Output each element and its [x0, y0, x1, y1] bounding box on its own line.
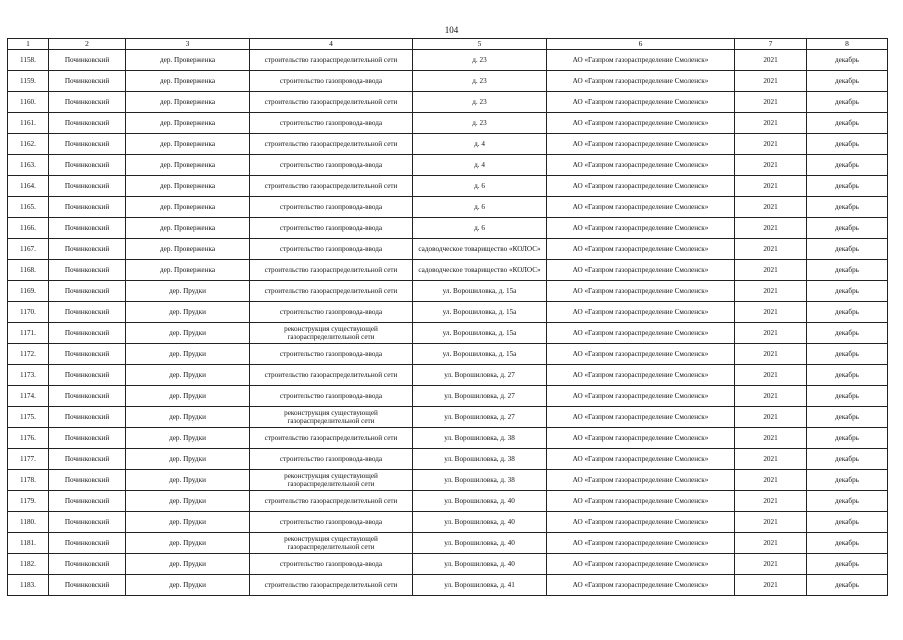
- organization-cell: АО «Газпром газораспределение Смоленск»: [547, 365, 735, 386]
- work-type-cell: строительство газопровода-ввода: [250, 239, 413, 260]
- column-header: 2: [49, 39, 126, 50]
- work-type-cell: строительство газопровода-ввода: [250, 449, 413, 470]
- month-cell: декабрь: [807, 575, 888, 596]
- row-number: 1165.: [8, 197, 49, 218]
- month-cell: декабрь: [807, 554, 888, 575]
- address-cell: ул. Ворошиловка, д. 27: [413, 365, 547, 386]
- settlement-cell: дер. Прудки: [126, 428, 250, 449]
- month-cell: декабрь: [807, 50, 888, 71]
- address-cell: д. 23: [413, 113, 547, 134]
- district-cell: Починковский: [49, 344, 126, 365]
- work-type-cell: строительство газораспределительной сети: [250, 575, 413, 596]
- row-number: 1173.: [8, 365, 49, 386]
- settlement-cell: дер. Прудки: [126, 449, 250, 470]
- year-cell: 2021: [735, 281, 807, 302]
- organization-cell: АО «Газпром газораспределение Смоленск»: [547, 113, 735, 134]
- year-cell: 2021: [735, 302, 807, 323]
- settlement-cell: дер. Проверженка: [126, 134, 250, 155]
- organization-cell: АО «Газпром газораспределение Смоленск»: [547, 260, 735, 281]
- district-cell: Починковский: [49, 260, 126, 281]
- address-cell: ул. Ворошиловка, д. 41: [413, 575, 547, 596]
- year-cell: 2021: [735, 176, 807, 197]
- column-header: 3: [126, 39, 250, 50]
- year-cell: 2021: [735, 323, 807, 344]
- settlement-cell: дер. Прудки: [126, 365, 250, 386]
- address-cell: д. 6: [413, 176, 547, 197]
- table-row: [8, 239, 888, 260]
- row-number: 1181.: [8, 533, 49, 554]
- year-cell: 2021: [735, 386, 807, 407]
- table-row: [8, 512, 888, 533]
- column-header: 5: [413, 39, 547, 50]
- table-row: [8, 554, 888, 575]
- year-cell: 2021: [735, 533, 807, 554]
- month-cell: декабрь: [807, 470, 888, 491]
- row-number: 1183.: [8, 575, 49, 596]
- organization-cell: АО «Газпром газораспределение Смоленск»: [547, 323, 735, 344]
- month-cell: декабрь: [807, 176, 888, 197]
- month-cell: декабрь: [807, 344, 888, 365]
- organization-cell: АО «Газпром газораспределение Смоленск»: [547, 281, 735, 302]
- organization-cell: АО «Газпром газораспределение Смоленск»: [547, 428, 735, 449]
- district-cell: Починковский: [49, 50, 126, 71]
- organization-cell: АО «Газпром газораспределение Смоленск»: [547, 554, 735, 575]
- table-row: [8, 470, 888, 491]
- district-cell: Починковский: [49, 512, 126, 533]
- column-header: 7: [735, 39, 807, 50]
- table-row: [8, 449, 888, 470]
- settlement-cell: дер. Прудки: [126, 470, 250, 491]
- work-type-cell: строительство газораспределительной сети: [250, 365, 413, 386]
- year-cell: 2021: [735, 407, 807, 428]
- work-type-cell: реконструкция существующей газораспределительной сети: [250, 470, 413, 491]
- table-row: [8, 491, 888, 512]
- table-row: [8, 134, 888, 155]
- district-cell: Починковский: [49, 113, 126, 134]
- district-cell: Починковский: [49, 575, 126, 596]
- address-cell: д. 4: [413, 134, 547, 155]
- row-number: 1180.: [8, 512, 49, 533]
- work-type-cell: строительство газораспределительной сети: [250, 50, 413, 71]
- organization-cell: АО «Газпром газораспределение Смоленск»: [547, 407, 735, 428]
- district-cell: Починковский: [49, 428, 126, 449]
- work-type-cell: строительство газопровода-ввода: [250, 554, 413, 575]
- settlement-cell: дер. Проверженка: [126, 50, 250, 71]
- row-number: 1182.: [8, 554, 49, 575]
- district-cell: Починковский: [49, 134, 126, 155]
- work-type-cell: реконструкция существующей газораспределительной сети: [250, 533, 413, 554]
- settlement-cell: дер. Прудки: [126, 533, 250, 554]
- table-row: [8, 323, 888, 344]
- row-number: 1161.: [8, 113, 49, 134]
- settlement-cell: дер. Прудки: [126, 302, 250, 323]
- district-cell: Починковский: [49, 155, 126, 176]
- organization-cell: АО «Газпром газораспределение Смоленск»: [547, 344, 735, 365]
- year-cell: 2021: [735, 155, 807, 176]
- address-cell: ул. Ворошиловка, д. 40: [413, 533, 547, 554]
- settlement-cell: дер. Прудки: [126, 491, 250, 512]
- address-cell: д. 23: [413, 92, 547, 113]
- column-header: 4: [250, 39, 413, 50]
- year-cell: 2021: [735, 71, 807, 92]
- month-cell: декабрь: [807, 365, 888, 386]
- organization-cell: АО «Газпром газораспределение Смоленск»: [547, 155, 735, 176]
- organization-cell: АО «Газпром газораспределение Смоленск»: [547, 302, 735, 323]
- month-cell: декабрь: [807, 260, 888, 281]
- district-cell: Починковский: [49, 71, 126, 92]
- month-cell: декабрь: [807, 281, 888, 302]
- district-cell: Починковский: [49, 386, 126, 407]
- row-number: 1172.: [8, 344, 49, 365]
- district-cell: Починковский: [49, 176, 126, 197]
- row-number: 1163.: [8, 155, 49, 176]
- settlement-cell: дер. Проверженка: [126, 113, 250, 134]
- work-type-cell: строительство газораспределительной сети: [250, 260, 413, 281]
- year-cell: 2021: [735, 134, 807, 155]
- table-row: [8, 197, 888, 218]
- table-row: [8, 386, 888, 407]
- settlement-cell: дер. Прудки: [126, 407, 250, 428]
- district-cell: Починковский: [49, 533, 126, 554]
- organization-cell: АО «Газпром газораспределение Смоленск»: [547, 197, 735, 218]
- address-cell: садоводческое товарищество «КОЛОС»: [413, 260, 547, 281]
- work-type-cell: строительство газопровода-ввода: [250, 386, 413, 407]
- row-number: 1159.: [8, 71, 49, 92]
- row-number: 1175.: [8, 407, 49, 428]
- month-cell: декабрь: [807, 197, 888, 218]
- address-cell: ул. Ворошиловка, д. 40: [413, 512, 547, 533]
- settlement-cell: дер. Проверженка: [126, 71, 250, 92]
- organization-cell: АО «Газпром газораспределение Смоленск»: [547, 92, 735, 113]
- work-type-cell: строительство газопровода-ввода: [250, 512, 413, 533]
- month-cell: декабрь: [807, 491, 888, 512]
- month-cell: декабрь: [807, 323, 888, 344]
- organization-cell: АО «Газпром газораспределение Смоленск»: [547, 512, 735, 533]
- table-row: [8, 260, 888, 281]
- table-row: [8, 302, 888, 323]
- table-row: [8, 176, 888, 197]
- district-cell: Починковский: [49, 365, 126, 386]
- row-number: 1169.: [8, 281, 49, 302]
- page-number: 104: [444, 25, 459, 35]
- district-cell: Починковский: [49, 197, 126, 218]
- row-number: 1166.: [8, 218, 49, 239]
- district-cell: Починковский: [49, 554, 126, 575]
- address-cell: ул. Ворошиловка, д. 15а: [413, 281, 547, 302]
- address-cell: д. 6: [413, 197, 547, 218]
- month-cell: декабрь: [807, 386, 888, 407]
- settlement-cell: дер. Прудки: [126, 323, 250, 344]
- settlement-cell: дер. Прудки: [126, 281, 250, 302]
- row-number: 1171.: [8, 323, 49, 344]
- table-row: [8, 365, 888, 386]
- work-type-cell: реконструкция существующей газораспределительной сети: [250, 407, 413, 428]
- month-cell: декабрь: [807, 239, 888, 260]
- settlement-cell: дер. Прудки: [126, 512, 250, 533]
- month-cell: декабрь: [807, 449, 888, 470]
- table-row: [8, 218, 888, 239]
- year-cell: 2021: [735, 113, 807, 134]
- year-cell: 2021: [735, 365, 807, 386]
- work-type-cell: строительство газопровода-ввода: [250, 302, 413, 323]
- table-row: [8, 281, 888, 302]
- district-cell: Починковский: [49, 407, 126, 428]
- settlement-cell: дер. Проверженка: [126, 239, 250, 260]
- settlement-cell: дер. Проверженка: [126, 155, 250, 176]
- table-row: [8, 71, 888, 92]
- settlement-cell: дер. Прудки: [126, 344, 250, 365]
- month-cell: декабрь: [807, 155, 888, 176]
- row-number: 1174.: [8, 386, 49, 407]
- district-cell: Починковский: [49, 302, 126, 323]
- organization-cell: АО «Газпром газораспределение Смоленск»: [547, 134, 735, 155]
- year-cell: 2021: [735, 239, 807, 260]
- month-cell: декабрь: [807, 113, 888, 134]
- table-row: [8, 533, 888, 554]
- row-number: 1160.: [8, 92, 49, 113]
- organization-cell: АО «Газпром газораспределение Смоленск»: [547, 218, 735, 239]
- header-row: [8, 39, 888, 50]
- row-number: 1167.: [8, 239, 49, 260]
- month-cell: декабрь: [807, 407, 888, 428]
- organization-cell: АО «Газпром газораспределение Смоленск»: [547, 533, 735, 554]
- table-row: [8, 155, 888, 176]
- month-cell: декабрь: [807, 134, 888, 155]
- work-type-cell: строительство газораспределительной сети: [250, 281, 413, 302]
- year-cell: 2021: [735, 575, 807, 596]
- work-type-cell: строительство газопровода-ввода: [250, 71, 413, 92]
- work-type-cell: строительство газопровода-ввода: [250, 155, 413, 176]
- settlement-cell: дер. Прудки: [126, 386, 250, 407]
- organization-cell: АО «Газпром газораспределение Смоленск»: [547, 71, 735, 92]
- year-cell: 2021: [735, 491, 807, 512]
- row-number: 1168.: [8, 260, 49, 281]
- organization-cell: АО «Газпром газораспределение Смоленск»: [547, 50, 735, 71]
- organization-cell: АО «Газпром газораспределение Смоленск»: [547, 470, 735, 491]
- table-row: [8, 428, 888, 449]
- address-cell: ул. Ворошиловка, д. 38: [413, 470, 547, 491]
- table-row: [8, 92, 888, 113]
- table-row: [8, 50, 888, 71]
- year-cell: 2021: [735, 449, 807, 470]
- address-cell: д. 6: [413, 218, 547, 239]
- organization-cell: АО «Газпром газораспределение Смоленск»: [547, 176, 735, 197]
- table-body: [8, 50, 888, 596]
- settlement-cell: дер. Прудки: [126, 575, 250, 596]
- column-header: 6: [547, 39, 735, 50]
- district-cell: Починковский: [49, 281, 126, 302]
- gas-works-table: [7, 38, 888, 596]
- work-type-cell: строительство газопровода-ввода: [250, 197, 413, 218]
- organization-cell: АО «Газпром газораспределение Смоленск»: [547, 449, 735, 470]
- row-number: 1176.: [8, 428, 49, 449]
- settlement-cell: дер. Проверженка: [126, 260, 250, 281]
- year-cell: 2021: [735, 470, 807, 491]
- year-cell: 2021: [735, 344, 807, 365]
- district-cell: Починковский: [49, 92, 126, 113]
- table-row: [8, 575, 888, 596]
- settlement-cell: дер. Проверженка: [126, 218, 250, 239]
- work-type-cell: реконструкция существующей газораспределительной сети: [250, 323, 413, 344]
- address-cell: д. 23: [413, 50, 547, 71]
- address-cell: ул. Ворошиловка, д. 40: [413, 491, 547, 512]
- month-cell: декабрь: [807, 302, 888, 323]
- address-cell: ул. Ворошиловка, д. 15а: [413, 344, 547, 365]
- month-cell: декабрь: [807, 428, 888, 449]
- address-cell: ул. Ворошиловка, д. 38: [413, 428, 547, 449]
- settlement-cell: дер. Проверженка: [126, 197, 250, 218]
- district-cell: Починковский: [49, 239, 126, 260]
- work-type-cell: строительство газораспределительной сети: [250, 176, 413, 197]
- district-cell: Починковский: [49, 218, 126, 239]
- month-cell: декабрь: [807, 218, 888, 239]
- row-number: 1177.: [8, 449, 49, 470]
- work-type-cell: строительство газопровода-ввода: [250, 113, 413, 134]
- year-cell: 2021: [735, 428, 807, 449]
- organization-cell: АО «Газпром газораспределение Смоленск»: [547, 491, 735, 512]
- table-row: [8, 113, 888, 134]
- month-cell: декабрь: [807, 71, 888, 92]
- work-type-cell: строительство газораспределительной сети: [250, 491, 413, 512]
- work-type-cell: строительство газораспределительной сети: [250, 92, 413, 113]
- year-cell: 2021: [735, 218, 807, 239]
- address-cell: ул. Ворошиловка, д. 15а: [413, 302, 547, 323]
- address-cell: ул. Ворошиловка, д. 15а: [413, 323, 547, 344]
- district-cell: Починковский: [49, 491, 126, 512]
- address-cell: ул. Ворошиловка, д. 40: [413, 554, 547, 575]
- column-header: 1: [8, 39, 49, 50]
- address-cell: садоводческое товарищество «КОЛОС»: [413, 239, 547, 260]
- settlement-cell: дер. Прудки: [126, 554, 250, 575]
- column-header: 8: [807, 39, 888, 50]
- month-cell: декабрь: [807, 512, 888, 533]
- table-row: [8, 344, 888, 365]
- month-cell: декабрь: [807, 533, 888, 554]
- address-cell: д. 4: [413, 155, 547, 176]
- year-cell: 2021: [735, 260, 807, 281]
- year-cell: 2021: [735, 512, 807, 533]
- work-type-cell: строительство газопровода-ввода: [250, 218, 413, 239]
- district-cell: Починковский: [49, 449, 126, 470]
- settlement-cell: дер. Проверженка: [126, 176, 250, 197]
- table-row: [8, 407, 888, 428]
- address-cell: ул. Ворошиловка, д. 27: [413, 407, 547, 428]
- work-type-cell: строительство газораспределительной сети: [250, 134, 413, 155]
- year-cell: 2021: [735, 197, 807, 218]
- organization-cell: АО «Газпром газораспределение Смоленск»: [547, 239, 735, 260]
- address-cell: ул. Ворошиловка, д. 27: [413, 386, 547, 407]
- row-number: 1164.: [8, 176, 49, 197]
- work-type-cell: строительство газопровода-ввода: [250, 344, 413, 365]
- work-type-cell: строительство газораспределительной сети: [250, 428, 413, 449]
- district-cell: Починковский: [49, 470, 126, 491]
- year-cell: 2021: [735, 50, 807, 71]
- year-cell: 2021: [735, 92, 807, 113]
- address-cell: ул. Ворошиловка, д. 38: [413, 449, 547, 470]
- row-number: 1158.: [8, 50, 49, 71]
- organization-cell: АО «Газпром газораспределение Смоленск»: [547, 386, 735, 407]
- row-number: 1179.: [8, 491, 49, 512]
- address-cell: д. 23: [413, 71, 547, 92]
- row-number: 1170.: [8, 302, 49, 323]
- organization-cell: АО «Газпром газораспределение Смоленск»: [547, 575, 735, 596]
- settlement-cell: дер. Проверженка: [126, 92, 250, 113]
- district-cell: Починковский: [49, 323, 126, 344]
- row-number: 1178.: [8, 470, 49, 491]
- year-cell: 2021: [735, 554, 807, 575]
- row-number: 1162.: [8, 134, 49, 155]
- month-cell: декабрь: [807, 92, 888, 113]
